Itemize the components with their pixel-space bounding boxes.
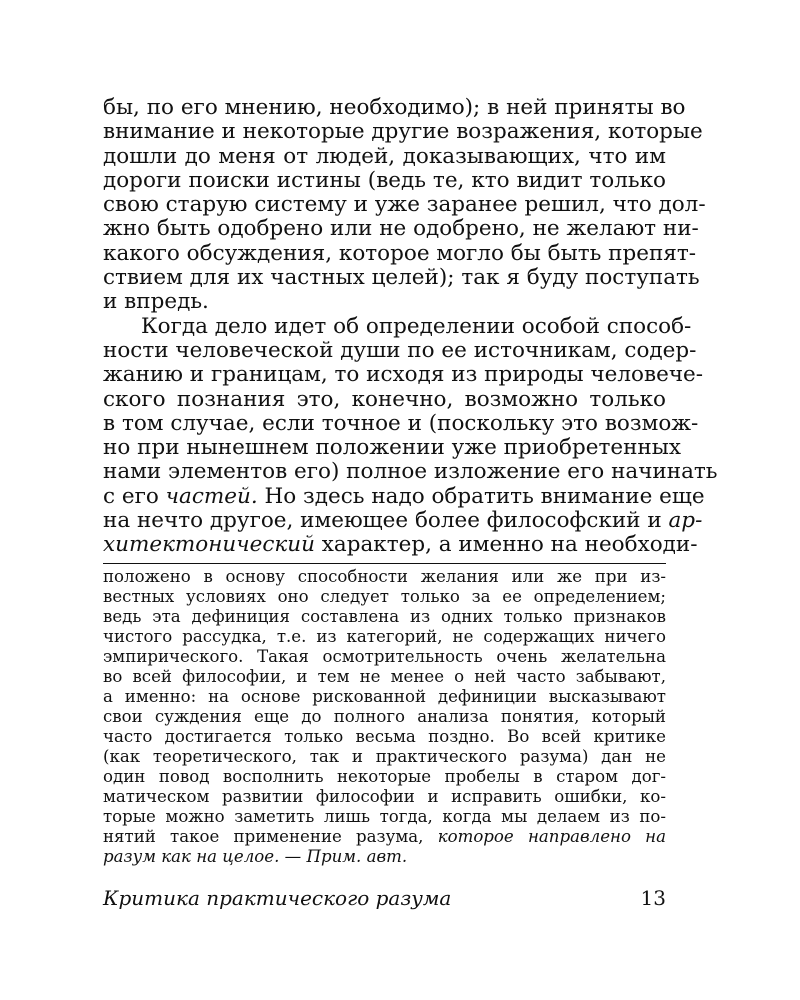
footnote-line: чистого рассудка, т.е. из категорий, не содержащих ничего xyxy=(103,626,666,646)
body-line: бы, по его мнению, необходимо); в ней приняты во xyxy=(103,95,686,120)
italic-run: частей. xyxy=(165,483,258,509)
footnote-separator xyxy=(103,563,666,564)
page-number: 13 xyxy=(640,886,666,910)
text-run: нятий такое применение разума, xyxy=(103,826,438,846)
footnote xyxy=(103,567,666,867)
footnote-line: (как теоретического, так и практического разума) дан не xyxy=(103,746,666,766)
body-line xyxy=(103,532,698,558)
body-line: жно быть одобрено или не одобрено, не желают ни- xyxy=(103,216,699,242)
body-line: и впредь. xyxy=(103,289,209,315)
footnote-line: во всей философии, и тем не менее о ней часто забывают, xyxy=(103,666,666,686)
running-title: Критика практического разума xyxy=(103,886,452,910)
body-line: но при нынешнем положении уже приобретенных xyxy=(103,435,681,461)
footnote-line: ведь эта дефиниция составлена из одних только признаков xyxy=(103,606,666,626)
body-line: свою старую систему и уже заранее решил, что дол- xyxy=(103,192,706,218)
main-text xyxy=(103,95,718,558)
footnote-line: эмпирического. Такая осмотрительность очень желательна xyxy=(103,646,666,666)
footnote-line: а именно: на основе рискованной дефиниции высказывают xyxy=(103,686,666,706)
footnote-line: свои суждения еще до полного анализа понятия, который xyxy=(103,706,666,726)
footnote-line xyxy=(103,847,666,867)
footnote-line xyxy=(103,827,666,847)
footnote-line: положено в основу способности желания или же при из- xyxy=(103,566,666,586)
text-run: с его xyxy=(103,483,166,509)
italic-run: ар- xyxy=(668,508,703,534)
text-run: Но здесь надо обратить внимание еще xyxy=(257,483,705,509)
footnote-line: часто достигается только весьма поздно. Во всей критике xyxy=(103,726,666,746)
footnote-line: торые можно заметить лишь тогда, когда мы делаем из по- xyxy=(103,806,666,826)
italic-run: которое направлено на xyxy=(437,826,667,846)
italic-run: разум как на целое. — Прим. авт. xyxy=(103,846,408,866)
text-run: характер, а именно на необходи- xyxy=(314,532,698,558)
footnote-line: матическом развитии философии и исправить ошибки, ко- xyxy=(103,786,666,806)
footnote-line: вестных условиях оно следует только за ее определением; xyxy=(103,586,666,606)
body-line xyxy=(103,508,703,534)
body-line: в том случае, если точное и (поскольку это возмож- xyxy=(103,410,699,436)
body-line: внимание и некоторые другие возражения, которые xyxy=(103,119,703,145)
footnote-line: один повод восполнить некоторые пробелы в старом дог- xyxy=(103,766,666,786)
italic-run: хитектонический xyxy=(103,532,315,558)
body-line: жанию и границам, то исходя из природы человече- xyxy=(103,362,704,388)
running-footer xyxy=(103,884,666,912)
body-line: ского познания это, конечно, возможно только xyxy=(103,386,666,412)
body-line: ности человеческой души по ее источникам, содер- xyxy=(103,337,697,363)
book-page xyxy=(103,95,718,867)
body-line: какого обсуждения, которое могло бы быть препят- xyxy=(103,240,696,266)
body-line: дошли до меня от людей, доказывающих, что им xyxy=(103,143,666,169)
text-run: на нечто другое, имеющее более философский и xyxy=(103,508,669,534)
body-line xyxy=(103,483,705,509)
body-line: нами элементов его) полное изложение его начинать xyxy=(103,459,718,485)
body-line: Когда дело идет об определении особой способ- xyxy=(141,313,692,339)
body-line: дороги поиски истины (ведь те, кто видит только xyxy=(103,167,666,193)
body-line: ствием для их частных целей); так я буду поступать xyxy=(103,265,700,291)
